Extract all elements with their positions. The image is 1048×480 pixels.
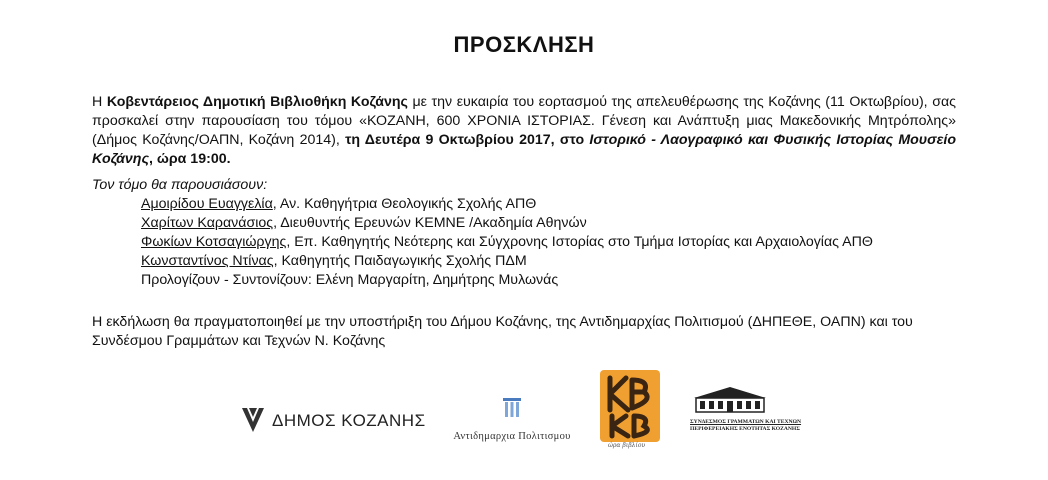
presenter-row — [92, 195, 972, 214]
syndesmos-text-2: ΠΕΡΙΦΕΡΕΙΑΚΗΣ ΕΝΟΤΗΤΑΣ ΚΟΖΑΝΗΣ — [690, 426, 800, 432]
presenter-row — [92, 214, 972, 233]
event-venue: Ιστορικό - Λαογραφικό και Φυσικής Ιστορίας Μουσείο Κοζάνης — [92, 132, 956, 167]
event-date: τη Δευτέρα 9 Οκτωβρίου 2017, στο — [345, 132, 590, 148]
dimos-kozanis-text: ΔΗΜΟΣ ΚΟΖΑΝΗΣ — [272, 411, 426, 430]
presenter-name: Αμοιρίδου Ευαγγελία — [141, 196, 273, 212]
syndesmos-text-1: ΣΥΝΔΕΣΜΟΣ ΓΡΑΜΜΑΤΩΝ ΚΑΙ ΤΕΧΝΩΝ — [690, 419, 802, 425]
presenter-row — [92, 252, 972, 271]
kvvk-library-logo — [600, 370, 660, 454]
antidimarxia-logo — [437, 396, 587, 442]
invitation-paragraph — [92, 93, 956, 169]
syndesmos-logo — [690, 384, 800, 433]
dimos-emblem-icon — [240, 406, 266, 436]
kvvk-signature: ώρα βιβλίου — [608, 442, 646, 449]
presenter-role: , Αν. Καθηγήτρια Θεολογικής Σχολής ΑΠΘ — [272, 196, 537, 212]
coordinators-row: Προλογίζουν - Συντονίζουν: Ελένη Μαργαρίτη, Δημήτρης Μυλωνάς — [141, 272, 559, 288]
presenters-section — [92, 176, 972, 290]
library-name: Κοβεντάρειος Δημοτική Βιβλιοθήκη Κοζάνης — [106, 94, 408, 110]
presenter-role: , Καθηγητής Παιδαγωγικής Σχολής ΠΔΜ — [273, 253, 527, 269]
page-title: ΠΡΟΣΚΛΗΣΗ — [453, 32, 595, 57]
sponsor-logos — [0, 360, 1048, 470]
dimos-kozanis-logo — [240, 406, 426, 436]
column-icon — [501, 396, 523, 420]
presenter-name: Κωνσταντίνος Ντίνας — [141, 253, 274, 269]
presenter-name: Φωκίων Κοτσαγιώργης — [141, 234, 287, 250]
intro-text-1: Η — [92, 94, 107, 110]
presenter-role: , Διευθυντής Ερευνών ΚΕΜΝΕ /Ακαδημία Αθηνών — [273, 215, 587, 231]
building-icon — [690, 384, 770, 414]
presenter-role: , Επ. Καθηγητής Νεότερης και Σύγχρονης Ιστορίας στο Τμήμα Ιστορίας και Αρχαιολογίας ΑΠΘ — [286, 234, 873, 250]
presenter-name: Χαρίτων Καρανάσιος — [141, 215, 274, 231]
intro-text-2: με την ευκαιρία του εορτασμού της απελευθέρωσης της Κοζάνης (11 Οκτωβρίου), σας προσκαλεί στην παρουσίαση του τόμου «ΚΟΖΑΝΗ, 600 ΧΡΟΝΙΑ ΙΣΤΟΡΙΑΣ. Γένεση και Ανάπτυξη μιας Μακεδονικής Μητρόπολης» (Δήμος Κοζάνης/ΟΑΠΝ, Κοζάνη 2014), — [92, 94, 956, 148]
event-time: , ώρα 19:00. — [149, 151, 231, 167]
presenters-heading: Τον τόμο θα παρουσιάσουν: — [92, 177, 268, 193]
kvvk-emblem-icon — [600, 370, 660, 442]
support-paragraph: Η εκδήλωση θα πραγματοποιηθεί με την υποστήριξη του Δήμου Κοζάνης, της Αντιδημαρχίας Πολιτισμού (ΔΗΠΕΘΕ, ΟΑΠΝ) και του Συνδέσμου Γραμμάτων και Τεχνών Ν. Κοζάνης — [92, 314, 913, 349]
antidimarxia-text: Αντιδημαρχια Πολιτισμου — [453, 431, 571, 442]
presenter-row — [92, 233, 972, 252]
